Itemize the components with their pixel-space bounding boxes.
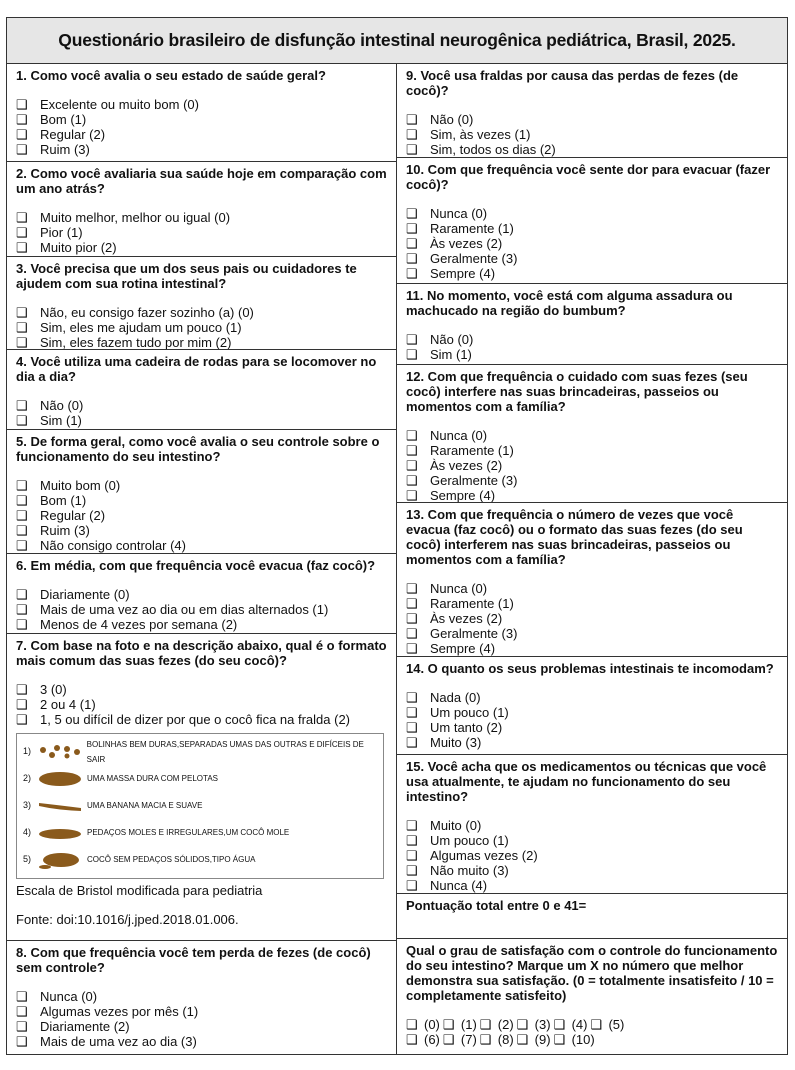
answer-option[interactable] xyxy=(16,493,388,508)
bristol-number: 5) xyxy=(23,854,32,864)
answer-option[interactable] xyxy=(406,142,779,157)
option-label: Algumas vezes por mês (1) xyxy=(40,1004,199,1019)
checkbox-icon[interactable]: ❑ xyxy=(16,413,28,428)
bristol-row xyxy=(23,738,377,765)
scale-label: (1) xyxy=(460,1017,477,1032)
checkbox-icon[interactable]: ❑ xyxy=(590,1017,603,1032)
checkbox-icon[interactable]: ❑ xyxy=(16,587,28,602)
question-text: 4. Você utiliza uma cadeira de rodas para se locomover no dia a dia? xyxy=(16,354,377,384)
scale-option[interactable] xyxy=(406,1017,440,1032)
answer-option[interactable] xyxy=(16,142,388,157)
answer-option[interactable] xyxy=(16,712,388,727)
checkbox-icon[interactable]: ❑ xyxy=(406,626,418,641)
bristol-caption: Escala de Bristol modificada para pediatria xyxy=(16,883,263,898)
checkbox-icon[interactable]: ❑ xyxy=(406,221,418,236)
option-label: Nunca (0) xyxy=(430,581,488,596)
scale-label: (2) xyxy=(497,1017,514,1032)
checkbox-icon[interactable]: ❑ xyxy=(406,127,418,142)
answer-option[interactable] xyxy=(406,848,779,863)
checkbox-icon[interactable]: ❑ xyxy=(16,112,28,127)
answer-option[interactable] xyxy=(406,735,779,750)
scale-label: (7) xyxy=(460,1032,477,1047)
question-section xyxy=(397,939,787,1054)
answer-option[interactable] xyxy=(406,581,779,596)
answer-option[interactable] xyxy=(16,478,388,493)
bristol-source: Fonte: doi:10.1016/j.jped.2018.01.006. xyxy=(16,912,239,927)
answer-option[interactable] xyxy=(406,833,779,848)
question-text: 11. No momento, você está com alguma assadura ou machucado na região do bumbum? xyxy=(406,288,733,318)
option-label: Às vezes (2) xyxy=(430,236,503,251)
answer-option[interactable] xyxy=(406,206,779,221)
checkbox-icon[interactable]: ❑ xyxy=(16,602,28,617)
option-label: Bom (1) xyxy=(40,112,87,127)
option-label: Nunca (0) xyxy=(430,206,488,221)
option-label: Não, eu consigo fazer sozinho (a) (0) xyxy=(40,305,254,320)
option-label: Não (0) xyxy=(430,112,474,127)
question-section xyxy=(397,365,787,503)
page-title: Questionário brasileiro de disfunção intestinal neurogênica pediátrica, Brasil, 2025. xyxy=(7,18,787,64)
answer-option[interactable] xyxy=(16,508,388,523)
checkbox-icon[interactable]: ❑ xyxy=(406,112,418,127)
option-label: Menos de 4 vezes por semana (2) xyxy=(40,617,238,632)
bristol-row xyxy=(23,846,377,873)
checkbox-icon[interactable]: ❑ xyxy=(516,1032,529,1047)
option-label: Pior (1) xyxy=(40,225,83,240)
option-label: Diariamente (2) xyxy=(40,1019,130,1034)
answer-option[interactable] xyxy=(406,863,779,878)
question-text: 8. Com que frequência você tem perda de fezes (de cocô) sem controle? xyxy=(16,945,371,975)
checkbox-icon[interactable]: ❑ xyxy=(406,332,418,347)
stool-type-4-icon xyxy=(37,822,83,844)
answer-option[interactable] xyxy=(16,602,388,617)
question-text: 15. Você acha que os medicamentos ou técnicas que você usa atualmente, te ajudam no funcionamento do seu intestino? xyxy=(406,759,767,804)
answer-option[interactable] xyxy=(406,705,779,720)
option-label: 3 (0) xyxy=(40,682,67,697)
stool-type-5-icon xyxy=(37,849,83,871)
question-section xyxy=(7,350,396,430)
checkbox-icon[interactable]: ❑ xyxy=(16,210,28,225)
option-label: Sempre (4) xyxy=(430,266,496,281)
bristol-row xyxy=(23,765,377,792)
checkbox-icon[interactable]: ❑ xyxy=(406,833,418,848)
option-label: Um pouco (1) xyxy=(430,705,509,720)
option-label: Não consigo controlar (4) xyxy=(40,538,186,553)
question-section xyxy=(7,162,396,257)
checkbox-icon[interactable]: ❑ xyxy=(406,818,418,833)
option-label: Não (0) xyxy=(430,332,474,347)
answer-option[interactable] xyxy=(406,488,779,503)
checkbox-icon[interactable]: ❑ xyxy=(406,735,418,750)
left-column xyxy=(7,64,397,1054)
checkbox-icon[interactable]: ❑ xyxy=(16,989,28,1004)
checkbox-icon[interactable]: ❑ xyxy=(406,581,418,596)
bristol-scale-figure xyxy=(16,733,384,879)
answer-option[interactable] xyxy=(406,720,779,735)
answer-option[interactable] xyxy=(16,398,388,413)
checkbox-icon[interactable]: ❑ xyxy=(16,697,28,712)
scale-option[interactable] xyxy=(406,1032,440,1047)
option-label: Ruim (3) xyxy=(40,142,90,157)
checkbox-icon[interactable]: ❑ xyxy=(516,1017,529,1032)
answer-option[interactable] xyxy=(406,251,779,266)
answer-option[interactable] xyxy=(16,989,388,1004)
checkbox-icon[interactable]: ❑ xyxy=(16,398,28,413)
stool-type-3-icon xyxy=(37,795,83,817)
option-label: Às vezes (2) xyxy=(430,611,503,626)
stool-type-2-icon xyxy=(37,768,83,790)
option-label: Raramente (1) xyxy=(430,443,514,458)
answer-option[interactable] xyxy=(16,225,388,240)
option-label: Geralmente (3) xyxy=(430,251,518,266)
checkbox-icon[interactable]: ❑ xyxy=(406,428,418,443)
answer-option[interactable] xyxy=(16,1019,388,1034)
scale-label: (5) xyxy=(608,1017,625,1032)
option-label: Às vezes (2) xyxy=(430,458,503,473)
checkbox-icon[interactable]: ❑ xyxy=(406,1017,418,1032)
question-text: 12. Com que frequência o cuidado com suas fezes (seu cocô) interfere nas suas brincadeiras, passeios ou momentos com a família? xyxy=(406,369,748,414)
option-label: Muito melhor, melhor ou igual (0) xyxy=(40,210,231,225)
checkbox-icon[interactable]: ❑ xyxy=(16,142,28,157)
checkbox-icon[interactable]: ❑ xyxy=(16,682,28,697)
option-label: Sim, eles me ajudam um pouco (1) xyxy=(40,320,242,335)
option-label: Bom (1) xyxy=(40,493,87,508)
checkbox-icon[interactable]: ❑ xyxy=(406,705,418,720)
question-text: 7. Com base na foto e na descrição abaixo, qual é o formato mais comum das suas fezes (do seu cocô)? xyxy=(16,638,387,668)
checkbox-icon[interactable]: ❑ xyxy=(16,335,28,350)
scale-label: (9) xyxy=(534,1032,551,1047)
checkbox-icon[interactable]: ❑ xyxy=(16,478,28,493)
scale-option[interactable] xyxy=(443,1017,477,1032)
answer-option[interactable] xyxy=(16,538,388,553)
question-text: 9. Você usa fraldas por causa das perdas de fezes (de cocô)? xyxy=(406,68,739,98)
answer-option[interactable] xyxy=(406,611,779,626)
checkbox-icon[interactable]: ❑ xyxy=(406,473,418,488)
option-label: Muito pior (2) xyxy=(40,240,117,255)
answer-option[interactable] xyxy=(16,305,388,320)
question-text: Qual o grau de satisfação com o controle do funcionamento do seu intestino? Marque um X no número que melhor demonstra sua satisfação. (0 = totalmente insatisfeito / 10 = completamente satisfeito) xyxy=(406,943,778,1003)
checkbox-icon[interactable]: ❑ xyxy=(406,347,418,362)
bristol-number: 2) xyxy=(23,773,32,783)
checkbox-icon[interactable]: ❑ xyxy=(442,1017,455,1032)
option-label: Sempre (4) xyxy=(430,488,496,503)
right-column xyxy=(397,64,787,1054)
answer-option[interactable] xyxy=(406,221,779,236)
checkbox-icon[interactable]: ❑ xyxy=(479,1032,492,1047)
checkbox-icon[interactable]: ❑ xyxy=(406,720,418,735)
question-text: 14. O quanto os seus problemas intestinais te incomodam? xyxy=(406,661,774,676)
answer-option[interactable] xyxy=(406,428,779,443)
checkbox-icon[interactable]: ❑ xyxy=(16,240,28,255)
answer-option[interactable] xyxy=(16,697,388,712)
scale-label: (8) xyxy=(497,1032,514,1047)
checkbox-icon[interactable]: ❑ xyxy=(553,1032,566,1047)
option-label: Sim, às vezes (1) xyxy=(430,127,531,142)
scale-option[interactable] xyxy=(590,1017,624,1032)
checkbox-icon[interactable]: ❑ xyxy=(16,1019,28,1034)
question-section xyxy=(7,634,396,941)
answer-option[interactable] xyxy=(16,112,388,127)
checkbox-icon[interactable]: ❑ xyxy=(406,443,418,458)
answer-option[interactable] xyxy=(16,523,388,538)
option-label: Não muito (3) xyxy=(430,863,509,878)
answer-option[interactable] xyxy=(16,97,388,112)
option-label: Nunca (0) xyxy=(430,428,488,443)
option-label: Excelente ou muito bom (0) xyxy=(40,97,199,112)
question-section xyxy=(397,284,787,365)
checkbox-icon[interactable]: ❑ xyxy=(553,1017,566,1032)
option-label: Geralmente (3) xyxy=(430,626,518,641)
option-label: 1, 5 ou difícil de dizer por que o cocô fica na fralda (2) xyxy=(40,712,351,727)
bristol-row xyxy=(23,792,377,819)
bristol-number: 4) xyxy=(23,827,32,837)
checkbox-icon[interactable]: ❑ xyxy=(406,863,418,878)
checkbox-icon[interactable]: ❑ xyxy=(16,225,28,240)
question-text: 1. Como você avalia o seu estado de saúde geral? xyxy=(16,68,326,83)
scale-option[interactable] xyxy=(480,1017,514,1032)
question-section xyxy=(7,257,396,350)
checkbox-icon[interactable]: ❑ xyxy=(16,1034,28,1049)
checkbox-icon[interactable]: ❑ xyxy=(406,236,418,251)
option-label: Muito (0) xyxy=(430,818,482,833)
answer-option[interactable] xyxy=(406,878,779,893)
scale-label: (6) xyxy=(424,1032,440,1047)
bristol-number: 1) xyxy=(23,746,32,756)
option-label: Sempre (4) xyxy=(430,641,496,656)
scale-label: (4) xyxy=(571,1017,588,1032)
option-label: Geralmente (3) xyxy=(430,473,518,488)
bristol-row xyxy=(23,819,377,846)
option-label: Algumas vezes (2) xyxy=(430,848,538,863)
answer-option[interactable] xyxy=(16,1034,388,1049)
question-text: 3. Você precisa que um dos seus pais ou cuidadores te ajudem com sua rotina intestinal? xyxy=(16,261,357,291)
answer-option[interactable] xyxy=(406,236,779,251)
bristol-number: 3) xyxy=(23,800,32,810)
checkbox-icon[interactable]: ❑ xyxy=(406,458,418,473)
checkbox-icon[interactable]: ❑ xyxy=(16,712,28,727)
stool-type-1-icon xyxy=(37,741,83,763)
question-text: 10. Com que frequência você sente dor para evacuar (fazer cocô)? xyxy=(406,162,771,192)
bristol-description: COCÔ SEM PEDAÇOS SÓLIDOS,TIPO ÁGUA xyxy=(87,855,256,864)
question-text: 5. De forma geral, como você avalia o seu controle sobre o funcionamento do seu intestino? xyxy=(16,434,380,464)
checkbox-icon[interactable]: ❑ xyxy=(406,611,418,626)
scale-label: (3) xyxy=(534,1017,551,1032)
scale-option[interactable] xyxy=(554,1032,595,1047)
questionnaire xyxy=(6,17,788,1055)
option-label: Um pouco (1) xyxy=(430,833,509,848)
option-label: Mais de uma vez ao dia (3) xyxy=(40,1034,197,1049)
option-label: Diariamente (0) xyxy=(40,587,130,602)
option-label: Regular (2) xyxy=(40,508,106,523)
checkbox-icon[interactable]: ❑ xyxy=(16,320,28,335)
checkbox-icon[interactable]: ❑ xyxy=(406,641,418,656)
answer-option[interactable] xyxy=(406,818,779,833)
answer-option[interactable] xyxy=(16,320,388,335)
answer-option[interactable] xyxy=(406,332,779,347)
checkbox-icon[interactable]: ❑ xyxy=(406,690,418,705)
answer-option[interactable] xyxy=(16,335,388,350)
checkbox-icon[interactable]: ❑ xyxy=(16,127,28,142)
option-label: Muito (3) xyxy=(430,735,482,750)
bristol-description: PEDAÇOS MOLES E IRREGULARES,UM COCÔ MOLE xyxy=(87,828,290,837)
option-label: 2 ou 4 (1) xyxy=(40,697,96,712)
option-label: Ruim (3) xyxy=(40,523,90,538)
option-label: Raramente (1) xyxy=(430,596,514,611)
answer-option[interactable] xyxy=(16,617,388,632)
option-label: Raramente (1) xyxy=(430,221,514,236)
question-section xyxy=(397,158,787,284)
option-label: Nunca (0) xyxy=(40,989,98,1004)
question-section xyxy=(397,64,787,158)
answer-option[interactable] xyxy=(406,690,779,705)
answer-option[interactable] xyxy=(16,1004,388,1019)
satisfaction-scale xyxy=(406,1017,646,1047)
question-text: 6. Em média, com que frequência você evacua (faz cocô)? xyxy=(16,558,376,573)
answer-option[interactable] xyxy=(16,127,388,142)
checkbox-icon[interactable]: ❑ xyxy=(16,1004,28,1019)
option-label: Nunca (4) xyxy=(430,878,488,893)
option-label: Muito bom (0) xyxy=(40,478,121,493)
checkbox-icon[interactable]: ❑ xyxy=(406,266,418,281)
checkbox-icon[interactable]: ❑ xyxy=(406,1032,418,1047)
answer-option[interactable] xyxy=(406,641,779,656)
question-section xyxy=(397,503,787,657)
scale-label: (10) xyxy=(571,1032,595,1047)
checkbox-icon[interactable]: ❑ xyxy=(16,523,28,538)
answer-option[interactable] xyxy=(406,473,779,488)
checkbox-icon[interactable]: ❑ xyxy=(16,508,28,523)
answer-option[interactable] xyxy=(406,347,779,362)
answer-option[interactable] xyxy=(16,587,388,602)
answer-option[interactable] xyxy=(16,682,388,697)
checkbox-icon[interactable]: ❑ xyxy=(406,206,418,221)
answer-option[interactable] xyxy=(16,413,388,428)
answer-option[interactable] xyxy=(406,112,779,127)
answer-option[interactable] xyxy=(406,127,779,142)
answer-option[interactable] xyxy=(16,240,388,255)
checkbox-icon[interactable]: ❑ xyxy=(406,142,418,157)
bristol-description: UMA BANANA MACIA E SUAVE xyxy=(87,801,203,810)
scale-option[interactable] xyxy=(480,1032,514,1047)
answer-option[interactable] xyxy=(406,266,779,281)
question-section xyxy=(7,64,396,162)
checkbox-icon[interactable]: ❑ xyxy=(442,1032,455,1047)
question-text: 13. Com que frequência o número de vezes que você evacua (faz cocô) ou o formato das suas fezes (do seu cocô) interferem nas suas brincadeiras, passeios ou momentos com a família? xyxy=(406,507,743,567)
answer-option[interactable] xyxy=(406,596,779,611)
checkbox-icon[interactable]: ❑ xyxy=(406,251,418,266)
question-section xyxy=(7,430,396,554)
question-section xyxy=(7,941,396,1054)
option-label: Não (0) xyxy=(40,398,84,413)
question-section xyxy=(397,894,787,939)
answer-option[interactable] xyxy=(406,443,779,458)
option-label: Um tanto (2) xyxy=(430,720,503,735)
checkbox-icon[interactable]: ❑ xyxy=(406,488,418,503)
question-section xyxy=(397,657,787,755)
checkbox-icon[interactable]: ❑ xyxy=(16,538,28,553)
checkbox-icon[interactable]: ❑ xyxy=(406,596,418,611)
option-label: Sim (1) xyxy=(40,413,82,428)
checkbox-icon[interactable]: ❑ xyxy=(479,1017,492,1032)
question-section xyxy=(7,554,396,634)
bristol-description: UMA MASSA DURA COM PELOTAS xyxy=(87,774,218,783)
checkbox-icon[interactable]: ❑ xyxy=(16,493,28,508)
option-label: Nada (0) xyxy=(430,690,481,705)
option-label: Regular (2) xyxy=(40,127,106,142)
checkbox-icon[interactable]: ❑ xyxy=(16,97,28,112)
option-label: Sim (1) xyxy=(430,347,472,362)
checkbox-icon[interactable]: ❑ xyxy=(16,305,28,320)
bristol-description: BOLINHAS BEM DURAS,SEPARADAS UMAS DAS OUTRAS E DIFÍCEIS DE SAIR xyxy=(86,739,364,764)
question-text: 2. Como você avaliaria sua saúde hoje em comparação com um ano atrás? xyxy=(16,166,387,196)
checkbox-icon[interactable]: ❑ xyxy=(406,878,418,893)
answer-option[interactable] xyxy=(406,626,779,641)
checkbox-icon[interactable]: ❑ xyxy=(16,617,28,632)
scale-option[interactable] xyxy=(443,1032,477,1047)
scale-option[interactable] xyxy=(554,1017,588,1032)
answer-option[interactable] xyxy=(406,458,779,473)
answer-option[interactable] xyxy=(16,210,388,225)
scale-label: (0) xyxy=(424,1017,440,1032)
option-label: Mais de uma vez ao dia ou em dias alternados (1) xyxy=(40,602,329,617)
checkbox-icon[interactable]: ❑ xyxy=(406,848,418,863)
question-text: Pontuação total entre 0 e 41= xyxy=(406,898,587,913)
scale-option[interactable] xyxy=(517,1032,551,1047)
question-section xyxy=(397,755,787,894)
option-label: Sim, eles fazem tudo por mim (2) xyxy=(40,335,232,350)
scale-option[interactable] xyxy=(517,1017,551,1032)
option-label: Sim, todos os dias (2) xyxy=(430,142,556,157)
